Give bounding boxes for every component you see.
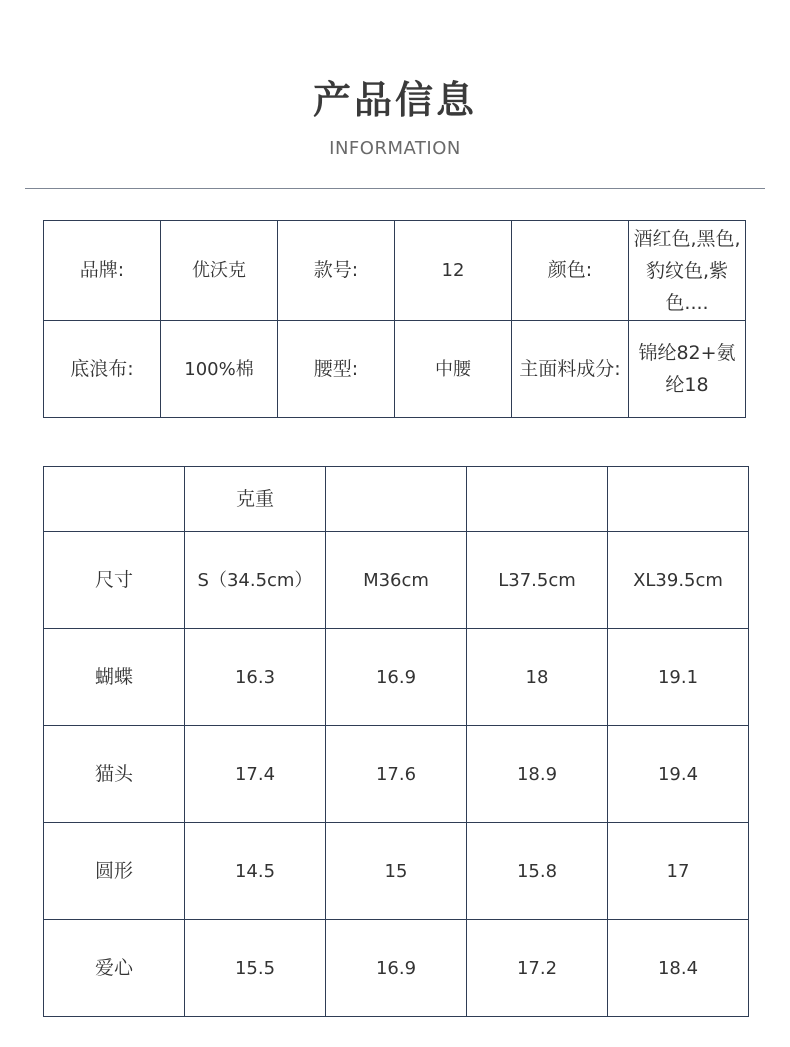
table-cell: 18.4 [608,920,749,1017]
material-label: 主面料成分: [512,321,629,418]
table-cell: 19.4 [608,726,749,823]
table-cell: 15 [326,823,467,920]
page-title: 产品信息 [312,78,477,122]
model-value: 12 [395,221,512,321]
table-cell: 19.1 [608,629,749,726]
size-l: L37.5cm [467,532,608,629]
table-row [44,920,749,1017]
table-cell: 16.9 [326,920,467,1017]
header-cell-weight: 克重 [185,467,326,532]
model-label: 款号: [278,221,395,321]
table-cell: 15.5 [185,920,326,1017]
size-m: M36cm [326,532,467,629]
table-cell: 18 [467,629,608,726]
row-label: 圆形 [44,823,185,920]
info-row [44,321,746,418]
info-row [44,221,746,321]
table-cell: 15.8 [467,823,608,920]
row-label: 蝴蝶 [44,629,185,726]
table-cell: 17.6 [326,726,467,823]
page-subtitle: INFORMATION [329,138,461,159]
row-label: 猫头 [44,726,185,823]
weight-table [43,466,749,1017]
size-xl: XL39.5cm [608,532,749,629]
divider [25,188,765,189]
product-info-table [43,220,746,418]
color-value: 酒红色,黑色,豹纹色,紫色.... [629,221,746,321]
brand-value: 优沃克 [161,221,278,321]
size-label: 尺寸 [44,532,185,629]
table-cell: 16.9 [326,629,467,726]
material-value: 锦纶82+氨纶18 [629,321,746,418]
waist-value: 中腰 [395,321,512,418]
table-cell: 17 [608,823,749,920]
table-cell: 16.3 [185,629,326,726]
size-s: S（34.5cm） [185,532,326,629]
brand-label: 品牌: [44,221,161,321]
row-label: 爱心 [44,920,185,1017]
table-cell: 17.4 [185,726,326,823]
size-row [44,532,749,629]
table-row [44,629,749,726]
table-row [44,823,749,920]
header-cell [326,467,467,532]
table-row [44,726,749,823]
color-label: 颜色: [512,221,629,321]
waist-label: 腰型: [278,321,395,418]
fabric-value: 100%棉 [161,321,278,418]
header-cell [467,467,608,532]
weight-header-row [44,467,749,532]
table-cell: 18.9 [467,726,608,823]
table-cell: 17.2 [467,920,608,1017]
header-cell [608,467,749,532]
table-cell: 14.5 [185,823,326,920]
fabric-label: 底浪布: [44,321,161,418]
header-cell [44,467,185,532]
